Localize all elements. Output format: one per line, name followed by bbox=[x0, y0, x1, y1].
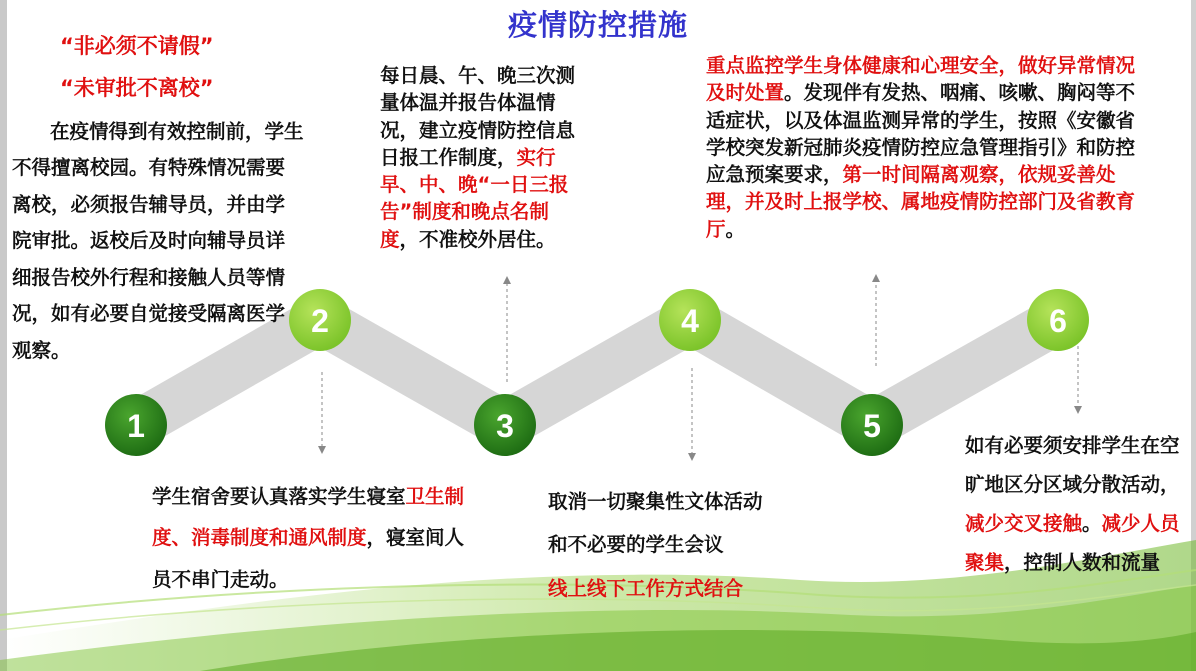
slogan-2: “未审批不离校” bbox=[60, 76, 214, 100]
step1-body: 在疫情得到有效控制前，学生不得擅离校园。有特殊情况需要离校，必须报告辅导员，并由学院审批。返校后及时向辅导员详细报告校外行程和接触人员等情况，如有必要自觉接受隔离医学观察。 bbox=[12, 120, 304, 362]
slogan-1: “非必须不请假” bbox=[60, 34, 214, 58]
step-node-5 bbox=[841, 394, 903, 456]
step2-plain-2: ，寝室间人员不串门走动。 bbox=[152, 526, 465, 591]
step5-plain-2: 。 bbox=[725, 217, 746, 241]
step-number-2: 2 bbox=[311, 303, 329, 339]
step5-emphasis-2: 第一时间隔离观察，依规妥善处理，并及时上报学校、属地疫情防控部门及省教育厅 bbox=[706, 163, 1136, 241]
step3-text bbox=[380, 62, 576, 253]
step4-text bbox=[548, 480, 848, 610]
step4-line-3: 线上线下工作方式结合 bbox=[548, 576, 744, 600]
step3-plain-1: 每日晨、午、晚三次测量体温并报告体温情况，建立疫情防控信息日报工作制度， bbox=[380, 64, 576, 169]
page-title: 疫情防控措施 bbox=[507, 8, 688, 42]
step6-plain-2: 。 bbox=[1082, 512, 1102, 535]
step6-plain-1: 如有必要须安排学生在空旷地区分区域分散活动， bbox=[965, 434, 1180, 496]
step6-emphasis-1: 减少交叉接触 bbox=[965, 512, 1083, 535]
step-node-4 bbox=[659, 289, 721, 351]
step-number-5: 5 bbox=[863, 408, 881, 444]
step6-text bbox=[965, 426, 1183, 582]
step2-plain-1: 学生宿舍要认真落实学生寝室 bbox=[152, 485, 406, 508]
step1-text bbox=[12, 114, 304, 369]
step5-plain-1: 。发现伴有发热、咽痛、咳嗽、胸闷等不适症状，以及体温监测异常的学生，按照《安徽省学校突发新冠肺炎疫情防控应急管理指引》和防控应急预案要求， bbox=[706, 81, 1136, 187]
step-node-1 bbox=[105, 394, 167, 456]
step-number-4: 4 bbox=[681, 303, 699, 339]
step3-plain-2: ，不准校外居住。 bbox=[399, 227, 556, 251]
step2-emphasis: 卫生制度、消毒制度和通风制度 bbox=[152, 485, 465, 550]
step-number-1: 1 bbox=[127, 408, 145, 444]
step4-line-1: 取消一切聚集性文体活动 bbox=[548, 490, 763, 513]
step-number-3: 3 bbox=[496, 408, 514, 444]
step5-text bbox=[706, 52, 1150, 243]
step3-emphasis: 实行早、中、晚“一日三报告”制度和晚点名制度 bbox=[380, 145, 569, 251]
step6-emphasis-2: 减少人员聚集 bbox=[965, 512, 1180, 574]
step2-text bbox=[152, 476, 470, 600]
step-node-6 bbox=[1027, 289, 1089, 351]
step-node-3 bbox=[474, 394, 536, 456]
step5-emphasis-1: 重点监控学生身体健康和心理安全，做好异常情况及时处置 bbox=[706, 54, 1136, 105]
step4-line-2: 和不必要的学生会议 bbox=[548, 533, 724, 557]
step6-plain-3: ，控制人数和流量 bbox=[1004, 551, 1161, 574]
step-number-6: 6 bbox=[1049, 303, 1067, 339]
